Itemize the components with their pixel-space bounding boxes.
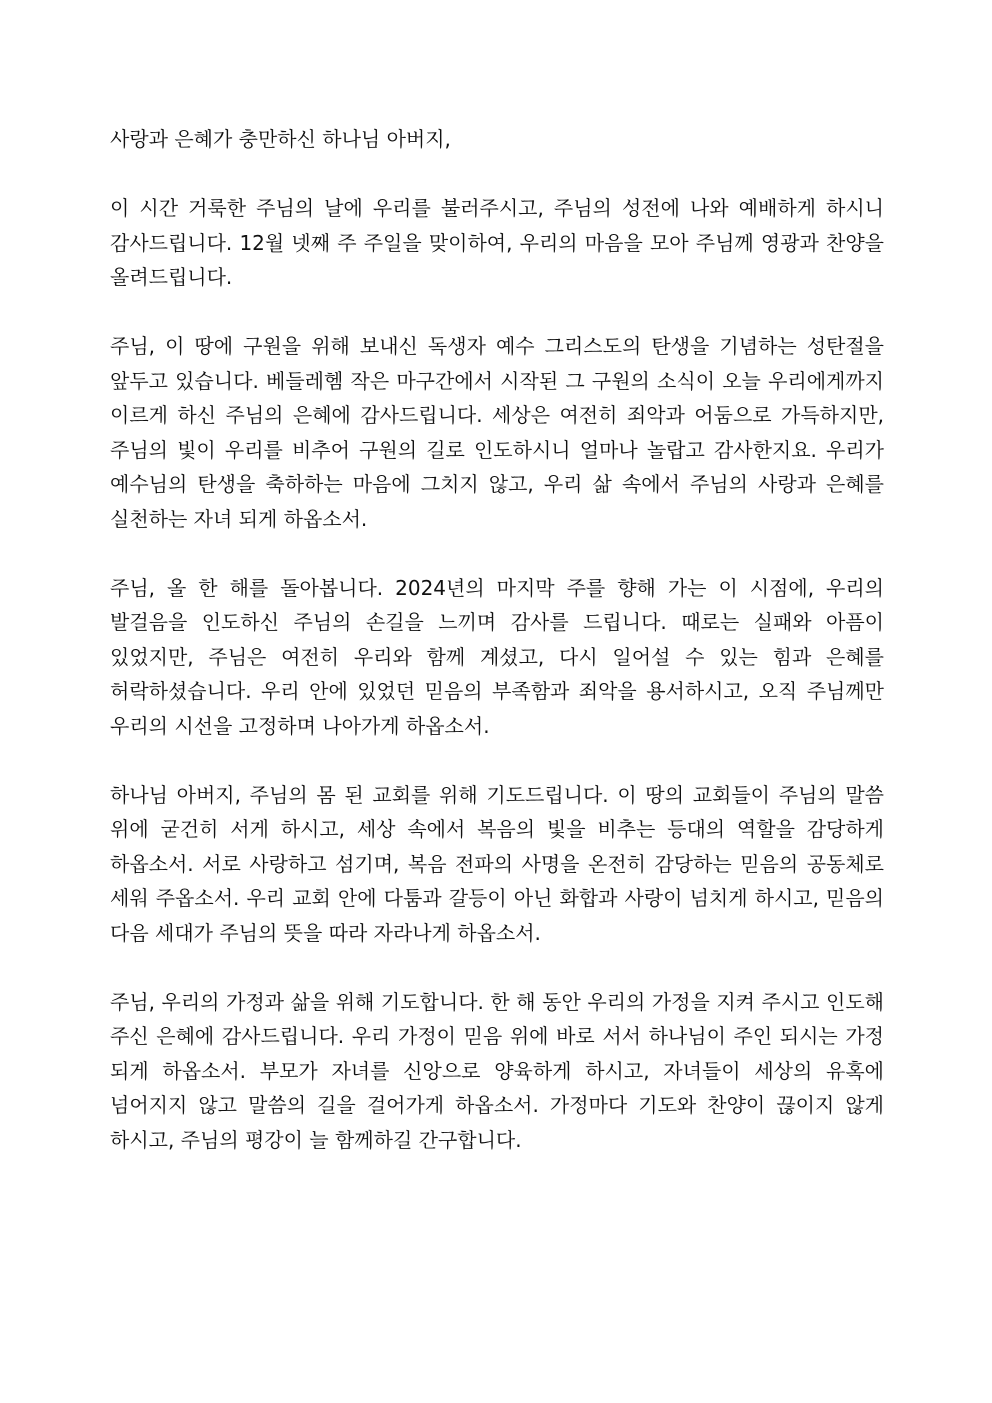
paragraph-christmas: 주님, 이 땅에 구원을 위해 보내신 독생자 예수 그리스도의 탄생을 기념하는 성탄절을 앞두고 있습니다. 베들레헴 작은 마구간에서 시작된 그 구원의 소식이 오늘 우리에게까지 이르게 하신 주님의 은혜에 감사드립니다. 세상은 여전히 죄악과 어둠으로 가득하지만, 주님의 빛이 우리를 비추어 구원의 길로 인도하시니 얼마나 놀랍고 감사한지요. 우리가 예수님의 탄생을 축하하는 마음에 그치지 않고, 우리 삶 속에서 주님의 사랑과 은혜를 실천하는 자녀 되게 하옵소서. — [110, 334, 884, 531]
paragraph-church: 하나님 아버지, 주님의 몸 된 교회를 위해 기도드립니다. 이 땅의 교회들이 주님의 말씀 위에 굳건히 서게 하시고, 세상 속에서 복음의 빛을 비추는 등대의 역할을 감당하게 하옵소서. 서로 사랑하고 섬기며, 복음 전파의 사명을 온전히 감당하는 믿음의 공동체로 세워 주옵소서. 우리 교회 안에 다툼과 갈등이 아닌 화합과 사랑이 넘치게 하시고, 믿음의 다음 세대가 주님의 뜻을 따라 자라나게 하옵소서. — [110, 782, 884, 945]
paragraph-thanksgiving: 이 시간 거룩한 주님의 날에 우리를 불러주시고, 주님의 성전에 나와 예배하게 하시니 감사드립니다. 12월 넷째 주 주일을 맞이하여, 우리의 마음을 모아 주님께 영광과 찬양을 올려드립니다. — [110, 196, 884, 289]
paragraph-year-review: 주님, 올 한 해를 돌아봅니다. 2024년의 마지막 주를 향해 가는 이 시점에, 우리의 발걸음을 인도하신 주님의 손길을 느끼며 감사를 드립니다. 때로는 실패와 아픔이 있었지만, 주님은 여전히 우리와 함께 계셨고, 다시 일어설 수 있는 힘과 은혜를 허락하셨습니다. 우리 안에 있었던 믿음의 부족함과 죄악을 용서하시고, 오직 주님께만 우리의 시선을 고정하며 나아가게 하옵소서. — [110, 575, 884, 738]
document-body — [110, 122, 884, 1192]
paragraph-salutation: 사랑과 은혜가 충만하신 하나님 아버지, — [110, 127, 451, 151]
paragraph-family: 주님, 우리의 가정과 삶을 위해 기도합니다. 한 해 동안 우리의 가정을 지켜 주시고 인도해 주신 은혜에 감사드립니다. 우리 가정이 믿음 위에 바로 서서 하나님이 주인 되시는 가정 되게 하옵소서. 부모가 자녀를 신앙으로 양육하게 하시고, 자녀들이 세상의 유혹에 넘어지지 않고 말씀의 길을 걸어가게 하옵소서. 가정마다 기도와 찬양이 끊이지 않게 하시고, 주님의 평강이 늘 함께하길 간구합니다. — [110, 989, 884, 1152]
